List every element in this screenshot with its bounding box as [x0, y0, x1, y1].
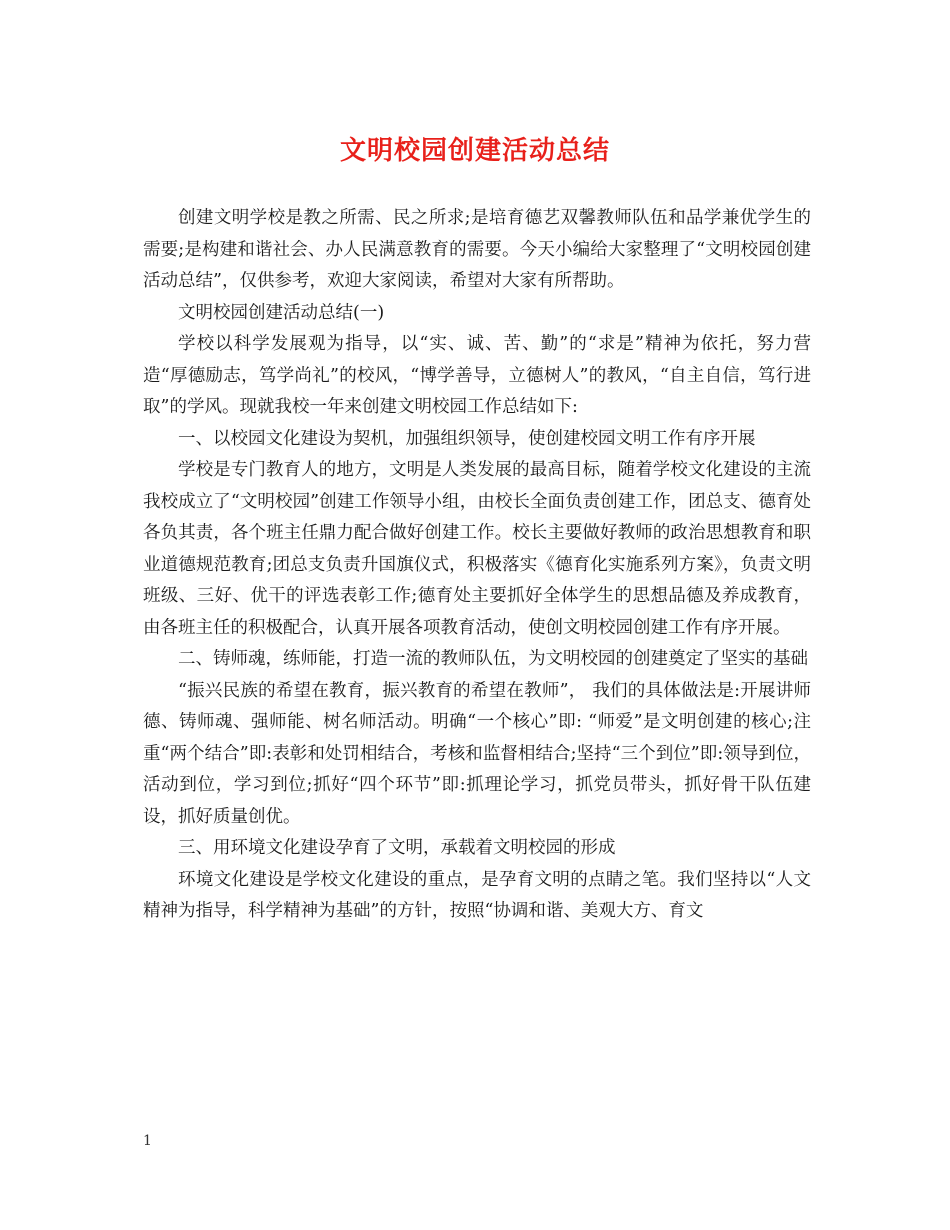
- paragraph-intro: 创建文明学校是教之所需、民之所求;是培育德艺双馨教师队伍和品学兼优学生的需要;是构建和谐社会、办人民满意教育的需要。今天小编给大家整理了“文明校园创建活动总结”，仅供参考，欢迎大家阅读，希望对大家有所帮助。: [143, 208, 811, 291]
- paragraph-subtitle: 文明校园创建活动总结(一): [178, 302, 385, 323]
- document-body: [143, 203, 811, 928]
- section-heading-1: 一、以校园文化建设为契机，加强组织领导，使创建校园文明工作有序开展: [178, 428, 756, 449]
- document-title: 文明校园创建活动总结: [339, 136, 610, 166]
- section-heading-3: 三、用环境文化建设孕育了文明，承载着文明校园的形成: [178, 838, 616, 858]
- page-number: 1: [143, 1133, 152, 1149]
- section-heading-2: 二、铸师魂，练师能，打造一流的教师队伍，为文明校园的创建奠定了坚实的基础: [178, 649, 808, 669]
- paragraph-overview: 学校以科学发展观为指导，以“实、诚、苦、勤”的“求是”精神为依托，努力营造“厚德励志，笃学尚礼”的校风，“博学善导，立德树人”的教风，“自主自信，笃行进取”的学风。现就我校一年来创建文明校园工作总结如下:: [143, 334, 811, 417]
- paragraph-section-3: 环境文化建设是学校文化建设的重点，是孕育文明的点睛之笔。我们坚持以“人文精神为指导，科学精神为基础”的方针，按照“协调和谐、美观大方、育文: [143, 869, 811, 921]
- paragraph-section-1: 学校是专门教育人的地方，文明是人类发展的最高目标，随着学校文化建设的主流我校成立了“文明校园”创建工作领导小组，由校长全面负责创建工作，团总支、德育处各负其责，各个班主任鼎力配合做好创建工作。校长主要做好教师的政治思想教育和职业道德规范教育;团总支负责升国旗仪式，积极落实《德育化实施系列方案》，负责文明班级、三好、优干的评选表彰工作;德育处主要抓好全体学生的思想品德及养成教育，由各班主任的积极配合，认真开展各项教育活动，使创文明校园创建工作有序开展。: [143, 460, 811, 638]
- paragraph-section-2: “振兴民族的希望在教育，振兴教育的希望在教师”， 我们的具体做法是:开展讲师德、铸师魂、强师能、树名师活动。明确“一个核心”即: “师爱”是文明创建的核心;注重“两个结合”即:表彰和处罚相结合，考核和监督相结合;坚持“三个到位”即:领导到位，活动到位，学习到位;抓好“四个环节”即:抓理论学习，抓党员带头，抓好骨干队伍建设，抓好质量创优。: [143, 680, 811, 827]
